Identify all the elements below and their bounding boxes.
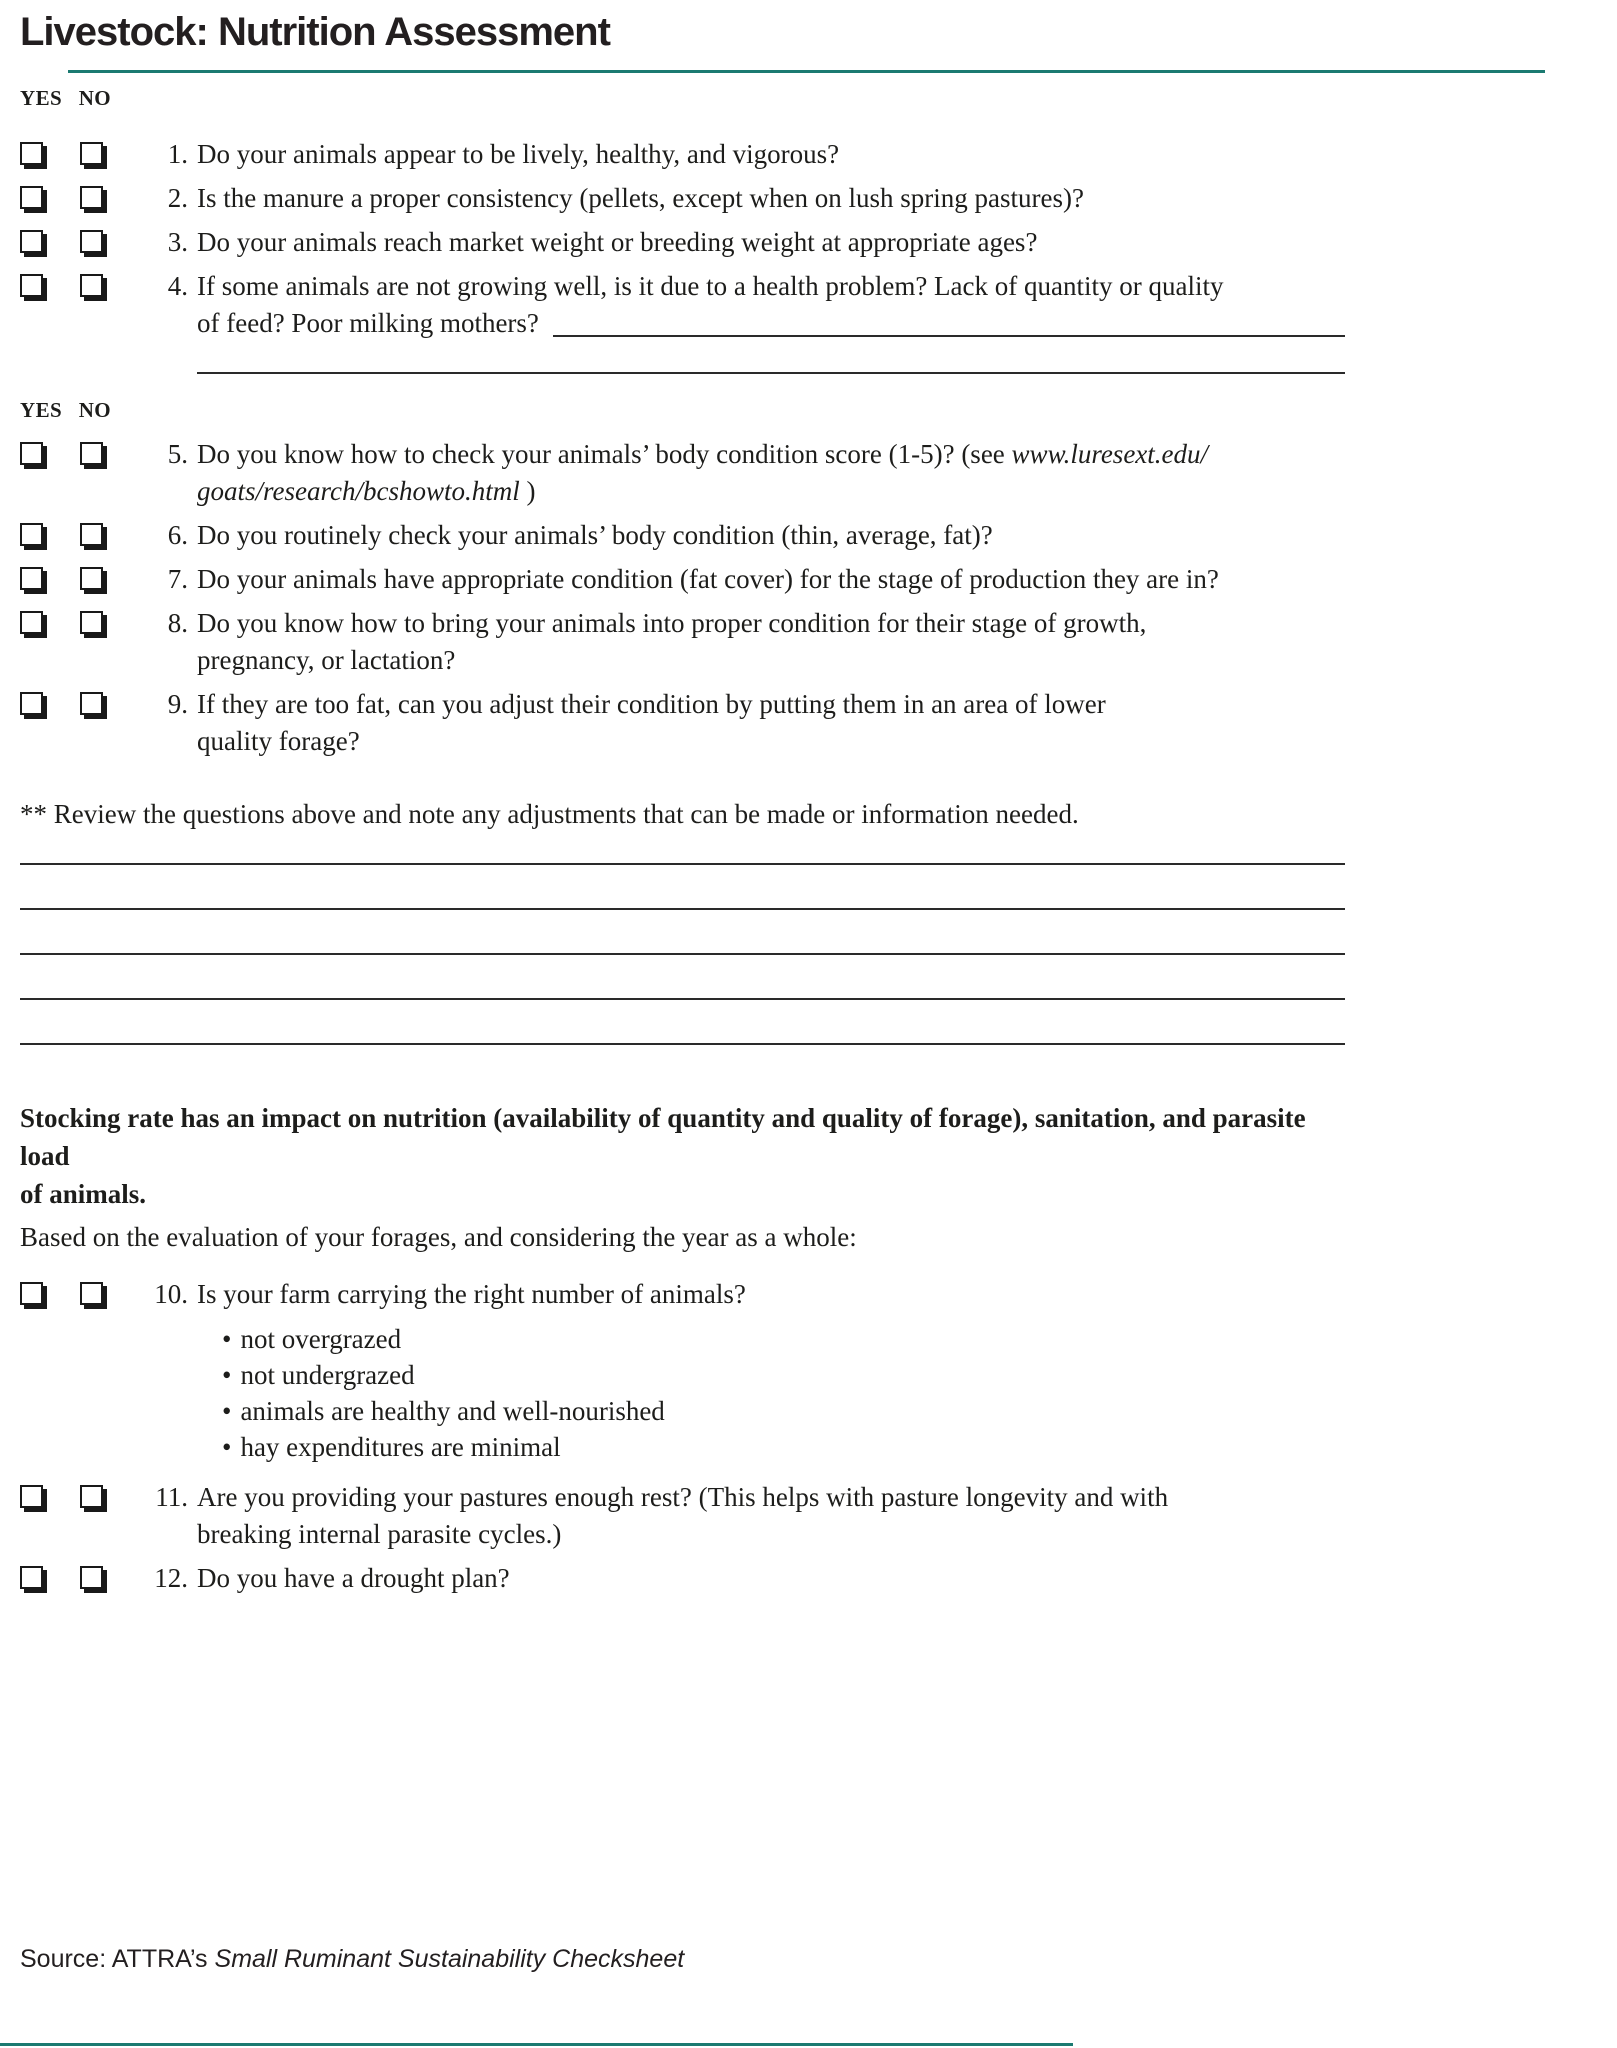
question-number: 4. xyxy=(167,271,188,301)
no-checkbox[interactable] xyxy=(80,611,103,634)
question-row xyxy=(20,224,1345,261)
no-checkbox[interactable] xyxy=(80,567,103,590)
no-checkbox[interactable] xyxy=(80,230,103,253)
stocking-statement: Stocking rate has an impact on nutrition (availability of quantity and quality of forage), sanitation, and parasite load of animals. xyxy=(20,1103,1306,1209)
yes-checkbox[interactable] xyxy=(20,142,43,165)
answer-line[interactable] xyxy=(20,833,1345,865)
question-text: If some animals are not growing well, is it due to a health problem? Lack of quantity or quality of feed? Poor milking mothers? xyxy=(197,268,1345,342)
answer-line[interactable] xyxy=(20,955,1345,1000)
review-note: ** Review the questions above and note any adjustments that can be made or information needed. xyxy=(20,799,1079,829)
yes-checkbox[interactable] xyxy=(20,274,43,297)
yes-checkbox[interactable] xyxy=(20,442,43,465)
question-text: Do you routinely check your animals’ body condition (thin, average, fat)? xyxy=(197,520,993,550)
yes-checkbox[interactable] xyxy=(20,523,43,546)
bullet-icon: • xyxy=(222,1360,232,1390)
question-text: Do you know how to check your animals’ body condition score (1-5)? (see www.luresext.edu/ goats/research/bcshowto.html ) xyxy=(197,439,1209,506)
footer-rule xyxy=(0,2043,1073,2046)
bullet-item: • hay expenditures are minimal xyxy=(222,1429,1345,1465)
question-text: Do your animals appear to be lively, healthy, and vigorous? xyxy=(197,139,840,169)
no-checkbox[interactable] xyxy=(80,442,103,465)
yes-column-label: YES xyxy=(20,86,63,110)
source-note: Source: ATTRA’s Small Ruminant Sustainability Checksheet xyxy=(20,1945,685,1973)
no-column-label: NO xyxy=(78,398,112,422)
question-number: 9. xyxy=(167,689,188,719)
title-rule xyxy=(68,70,1545,73)
question-number: 12. xyxy=(154,1563,188,1593)
no-column-label: NO xyxy=(78,86,112,110)
question-row xyxy=(20,136,1345,173)
question-number: 7. xyxy=(167,564,188,594)
no-checkbox[interactable] xyxy=(80,142,103,165)
question-number: 11. xyxy=(155,1482,188,1512)
yes-column-label: YES xyxy=(20,398,63,422)
question-row xyxy=(20,436,1345,510)
question-row xyxy=(20,1479,1345,1553)
bullet-item: • animals are healthy and well-nourished xyxy=(222,1393,1345,1429)
no-checkbox[interactable] xyxy=(80,1566,103,1589)
yes-checkbox[interactable] xyxy=(20,567,43,590)
source-title: Small Ruminant Sustainability Checksheet xyxy=(214,1945,685,1973)
url-text: goats/research/bcshowto.html xyxy=(197,476,520,506)
question-row xyxy=(20,686,1345,760)
question-number: 5. xyxy=(167,439,188,469)
question-text: Is your farm carrying the right number of animals? xyxy=(197,1279,746,1309)
bullet-icon: • xyxy=(222,1432,232,1462)
answer-line[interactable] xyxy=(20,865,1345,910)
no-checkbox[interactable] xyxy=(80,274,103,297)
bullet-item: • not undergrazed xyxy=(222,1357,1345,1393)
question-number: 10. xyxy=(154,1279,188,1309)
question-text: Is the manure a proper consistency (pellets, except when on lush spring pastures)? xyxy=(197,183,1084,213)
yes-checkbox[interactable] xyxy=(20,1485,43,1508)
yes-checkbox[interactable] xyxy=(20,611,43,634)
answer-line[interactable] xyxy=(20,1000,1345,1045)
notes-area xyxy=(20,833,1345,1045)
url-text: www.luresext.edu/ xyxy=(1011,439,1209,469)
question-row xyxy=(20,1560,1345,1597)
bullet-list xyxy=(222,1321,1345,1465)
question-text: Do your animals reach market weight or breeding weight at appropriate ages? xyxy=(197,227,1038,257)
bullet-icon: • xyxy=(222,1396,232,1426)
question-text: Do you know how to bring your animals into proper condition for their stage of growth, pregnancy, or lactation? xyxy=(197,608,1147,675)
answer-line[interactable] xyxy=(197,372,1345,374)
form-content xyxy=(20,74,1345,1604)
no-checkbox[interactable] xyxy=(80,692,103,715)
question-row xyxy=(20,517,1345,554)
yes-checkbox[interactable] xyxy=(20,186,43,209)
question-row xyxy=(20,605,1345,679)
question-row xyxy=(20,1276,1345,1313)
yesno-header xyxy=(20,86,1345,110)
no-checkbox[interactable] xyxy=(80,1282,103,1305)
question-text: If they are too fat, can you adjust their condition by putting them in an area of lower quality forage? xyxy=(197,689,1106,756)
yesno-header xyxy=(20,398,1345,422)
question-text: Do your animals have appropriate condition (fat cover) for the stage of production they are in? xyxy=(197,564,1219,594)
yes-checkbox[interactable] xyxy=(20,1566,43,1589)
question-number: 8. xyxy=(167,608,188,638)
stocking-intro: Based on the evaluation of your forages, and considering the year as a whole: xyxy=(20,1222,857,1252)
question-row xyxy=(20,561,1345,598)
question-text: Do you have a drought plan? xyxy=(197,1563,510,1593)
question-number: 3. xyxy=(167,227,188,257)
question-number: 1. xyxy=(167,139,188,169)
yes-checkbox[interactable] xyxy=(20,1282,43,1305)
bullet-item: • not overgrazed xyxy=(222,1321,1345,1357)
answer-line[interactable] xyxy=(553,305,1345,337)
question-row xyxy=(20,180,1345,217)
no-checkbox[interactable] xyxy=(80,1485,103,1508)
yes-checkbox[interactable] xyxy=(20,692,43,715)
question-text: Are you providing your pastures enough rest? (This helps with pasture longevity and with breaking internal parasite cycles.) xyxy=(197,1482,1169,1549)
question-row xyxy=(20,268,1345,342)
no-checkbox[interactable] xyxy=(80,523,103,546)
question-number: 2. xyxy=(167,183,188,213)
page-title: Livestock: Nutrition Assessment xyxy=(20,10,610,54)
question-number: 6. xyxy=(167,520,188,550)
yes-checkbox[interactable] xyxy=(20,230,43,253)
no-checkbox[interactable] xyxy=(80,186,103,209)
answer-line[interactable] xyxy=(20,910,1345,955)
bullet-icon: • xyxy=(222,1324,232,1354)
